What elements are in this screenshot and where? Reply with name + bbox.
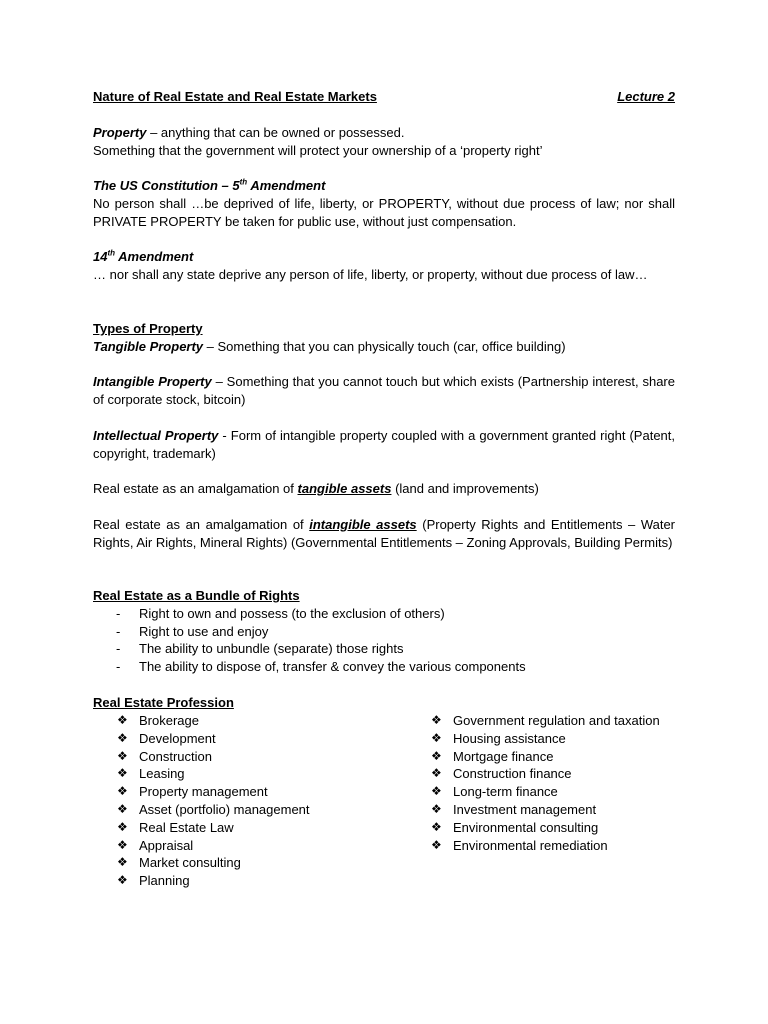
list-item: ❖ Environmental remediation — [431, 837, 608, 853]
diamond-bullet-icon: ❖ — [431, 748, 442, 763]
fourteenth-amendment — [93, 248, 675, 284]
types-heading: Types of Property — [93, 321, 203, 336]
diamond-bullet-icon: ❖ — [117, 713, 128, 727]
profession-heading-wrap — [93, 694, 675, 712]
profession-heading: Real Estate Profession — [93, 695, 234, 710]
list-item: - Right to use and enjoy — [93, 623, 675, 641]
fifth-text: No person shall …be deprived of life, liberty, or PROPERTY, without due process of law; nor shall PRIVATE PROPERTY be taken for public use, without just compensation. — [93, 195, 675, 229]
diamond-bullet-icon: ❖ — [117, 766, 128, 781]
property-term: Property — [93, 125, 147, 140]
bundle-of-rights — [93, 587, 675, 676]
fifth-heading: The US Constitution – 5th Amendment — [93, 177, 326, 193]
list-item: - The ability to unbundle (separate) those rights — [93, 640, 675, 658]
property-definition — [93, 124, 675, 160]
diamond-bullet-icon: ❖ — [431, 766, 442, 781]
list-item: ❖ Property management — [117, 784, 268, 800]
diamond-bullet-icon: ❖ — [431, 784, 442, 799]
diamond-bullet-icon: ❖ — [117, 837, 128, 852]
lecture-number: Lecture 2 — [617, 89, 675, 104]
diamond-bullet-icon: ❖ — [117, 801, 128, 816]
list-item: ❖ Market consulting — [117, 855, 241, 871]
property-def: – anything that can be owned or possessed. — [146, 125, 405, 140]
header — [93, 88, 675, 106]
list-item: ❖ Leasing — [117, 766, 185, 782]
fifth-amendment — [93, 177, 675, 230]
list-item: ❖ Planning — [117, 873, 190, 889]
list-item: ❖ Development — [117, 730, 216, 746]
diamond-bullet-icon: ❖ — [431, 819, 442, 834]
diamond-bullet-icon: ❖ — [117, 748, 128, 763]
bundle-list — [93, 605, 675, 676]
list-item: ❖ Mortgage finance — [431, 748, 554, 764]
amalgamation-tangible: Real estate as an amalgamation of tangible assets (land and improvements) — [93, 481, 539, 496]
diamond-bullet-icon: ❖ — [117, 873, 128, 888]
list-item: ❖ Long-term finance — [431, 784, 558, 800]
list-item: - The ability to dispose of, transfer & convey the various components — [93, 658, 675, 676]
list-item: ❖ Construction — [117, 748, 212, 764]
list-item: ❖ Investment management — [431, 801, 597, 817]
diamond-bullet-icon: ❖ — [431, 801, 442, 816]
diamond-bullet-icon: ❖ — [431, 730, 442, 745]
list-item: ❖ Housing assistance — [431, 730, 566, 746]
diamond-bullet-icon: ❖ — [117, 855, 128, 870]
document-title: Nature of Real Estate and Real Estate Markets — [93, 89, 377, 104]
diamond-bullet-icon: ❖ — [117, 730, 128, 745]
list-item: ❖ Environmental consulting — [431, 819, 599, 835]
fourteenth-heading: 14th Amendment — [93, 248, 194, 264]
list-item: ❖ Brokerage — [117, 713, 199, 728]
tangible-property: Tangible Property – Something that you can physically touch (car, office building) — [93, 338, 566, 354]
diamond-bullet-icon: ❖ — [117, 784, 128, 799]
bundle-heading: Real Estate as a Bundle of Rights — [93, 588, 300, 603]
property-line2: Something that the government will protect your ownership of a ‘property right’ — [93, 142, 543, 158]
profession-list-right — [431, 712, 675, 854]
list-item: ❖ Real Estate Law — [117, 819, 234, 835]
list-item: ❖ Construction finance — [431, 766, 572, 782]
list-item: ❖ Appraisal — [117, 837, 194, 853]
list-item: - Right to own and possess (to the exclusion of others) — [93, 605, 675, 623]
intellectual-property: Intellectual Property - Form of intangible property coupled with a government granted right (Patent, copyright, trademark) — [93, 428, 675, 461]
fourteenth-text: … nor shall any state deprive any person of life, liberty, or property, without due process of law… — [93, 266, 648, 282]
diamond-bullet-icon: ❖ — [431, 713, 442, 727]
intangible-property: Intangible Property – Something that you cannot touch but which exists (Partnership interest, share of corporate stock, bitcoin) — [93, 374, 675, 407]
types-of-property — [93, 320, 675, 356]
diamond-bullet-icon: ❖ — [117, 819, 128, 834]
list-item: ❖ Asset (portfolio) management — [117, 801, 310, 817]
list-item: ❖ Government regulation and taxation — [431, 713, 660, 728]
diamond-bullet-icon: ❖ — [431, 837, 442, 852]
profession-list-left — [117, 712, 407, 890]
amalgamation-intangible: Real estate as an amalgamation of intangible assets (Property Rights and Entitlements – Water Rights, Air Rights, Mineral Rights) (Governmental Entitlements – Zoning Approvals, Building Permits) — [93, 517, 676, 550]
